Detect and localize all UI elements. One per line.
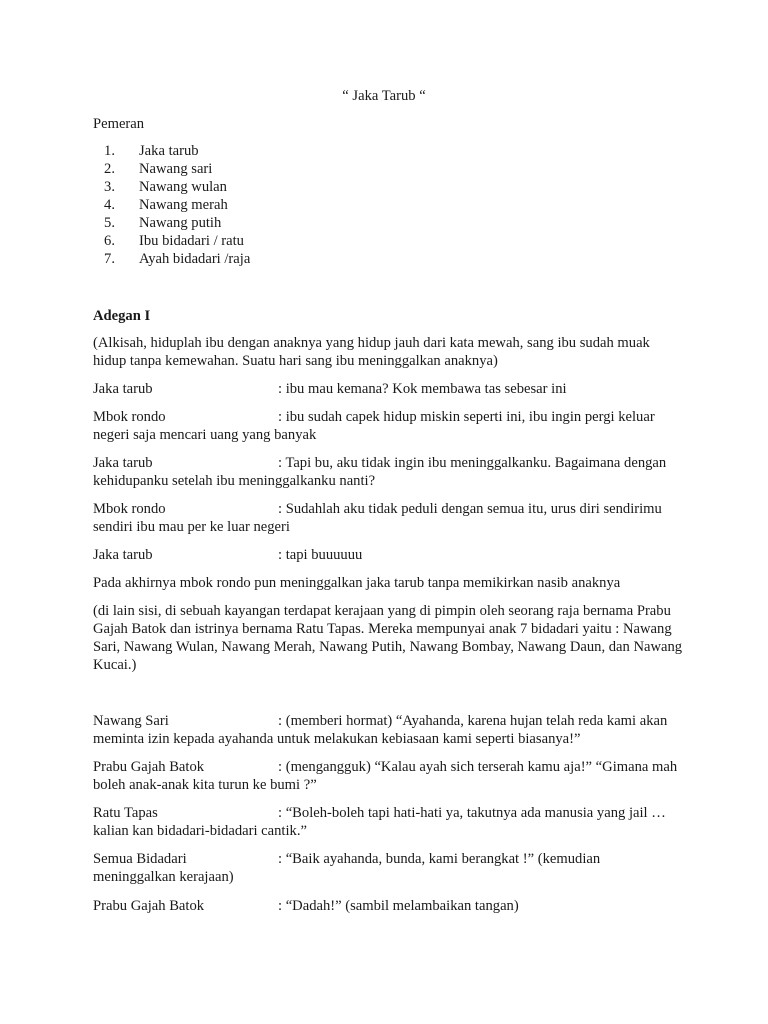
list-item [93, 214, 250, 232]
speaker-name: Prabu Gajah Batok [93, 898, 205, 914]
speaker-name: Prabu Gajah Batok [93, 759, 205, 775]
dialog-line [93, 758, 683, 794]
document-title: “ Jaka Tarub “ [342, 88, 426, 104]
dialog-line [93, 500, 683, 536]
speaker-name: Semua Bidadari [93, 851, 187, 867]
speaker-name: Jaka tarub [93, 455, 153, 471]
dialog-line [93, 850, 683, 886]
dialog-line [93, 804, 683, 840]
cast-name: Ayah bidadari /raja [139, 251, 251, 267]
speaker-name: Jaka tarub [93, 381, 153, 397]
dialog-line [93, 546, 683, 564]
list-item [93, 178, 250, 196]
speaker-name: Jaka tarub [93, 547, 153, 563]
list-number: 4. [104, 197, 115, 213]
list-number: 2. [104, 161, 115, 177]
dialog-text: : “Baik ayahanda, bunda, kami berangkat !” (kemudian meninggalkan kerajaan) [93, 851, 601, 885]
dialog-text: : “Dadah!” (sambil melambaikan tangan) [278, 898, 519, 914]
dialog-line [93, 454, 683, 490]
list-item [93, 232, 250, 250]
dialog-text: : tapi buuuuuu [278, 547, 363, 563]
speaker-name: Mbok rondo [93, 409, 166, 425]
dialog-text: : (mengangguk) “Kalau ayah sich terserah kamu aja!” “Gimana mah boleh anak-anak kita turun ke bumi ?” [93, 759, 678, 793]
dialog-text: : “Boleh-boleh tapi hati-hati ya, takutnya ada manusia yang jail … kalian kan bidadari-bidadari cantik.” [93, 805, 666, 839]
dialog-text: : Sudahlah aku tidak peduli dengan semua itu, urus diri sendirimu sendiri ibu mau per ke luar negeri [93, 501, 662, 535]
list-number: 7. [104, 251, 115, 267]
narration: Pada akhirnya mbok rondo pun meninggalkan jaka tarub tanpa memikirkan nasib anaknya [93, 575, 621, 591]
dialog-line [93, 408, 683, 444]
cast-name: Jaka tarub [139, 143, 199, 159]
dialog-text: : Tapi bu, aku tidak ingin ibu meninggalkanku. Bagaimana dengan kehidupanku setelah ibu meninggalkanku nanti? [93, 455, 667, 489]
cast-name: Nawang sari [139, 161, 213, 177]
speaker-name: Mbok rondo [93, 501, 166, 517]
speaker-name: Nawang Sari [93, 713, 169, 729]
list-item [93, 250, 250, 268]
list-number: 6. [104, 233, 115, 249]
narration: (di lain sisi, di sebuah kayangan terdapat kerajaan yang di pimpin oleh seorang raja bernama Prabu Gajah Batok dan istrinya bernama Ratu Tapas. Mereka mempunyai anak 7 bidadari yaitu : Nawang Sari, Nawang Wulan, Nawang Merah, Nawang Putih, Nawang Bombay, Nawang Daun, dan Nawang Kucai.) [93, 603, 683, 673]
dialog-text: : (memberi hormat) “Ayahanda, karena hujan telah reda kami akan meminta izin kepada ayahanda untuk melakukan kebiasaan kami seperti biasanya!” [93, 713, 668, 747]
cast-name: Nawang putih [139, 215, 222, 231]
scene-intro: (Alkisah, hiduplah ibu dengan anaknya yang hidup jauh dari kata mewah, sang ibu sudah muak hidup tanpa kemewahan. Suatu hari sang ibu meninggalkan anaknya) [93, 335, 650, 369]
dialog-text: : ibu sudah capek hidup miskin seperti ini, ibu ingin pergi keluar negeri saja mencari uang yang banyak [93, 409, 655, 443]
dialog-line [93, 380, 683, 398]
dialog-line [93, 897, 683, 915]
list-item [93, 142, 250, 160]
cast-name: Nawang wulan [139, 179, 227, 195]
list-item [93, 196, 250, 214]
list-number: 5. [104, 215, 115, 231]
cast-list [93, 142, 250, 268]
scene-heading: Adegan I [93, 308, 151, 324]
list-item [93, 160, 250, 178]
list-number: 1. [104, 143, 115, 159]
cast-name: Ibu bidadari / ratu [139, 233, 244, 249]
speaker-name: Ratu Tapas [93, 805, 158, 821]
cast-label: Pemeran [93, 116, 145, 132]
cast-name: Nawang merah [139, 197, 228, 213]
list-number: 3. [104, 179, 115, 195]
dialog-text: : ibu mau kemana? Kok membawa tas sebesar ini [278, 381, 567, 397]
dialog-line [93, 712, 683, 748]
